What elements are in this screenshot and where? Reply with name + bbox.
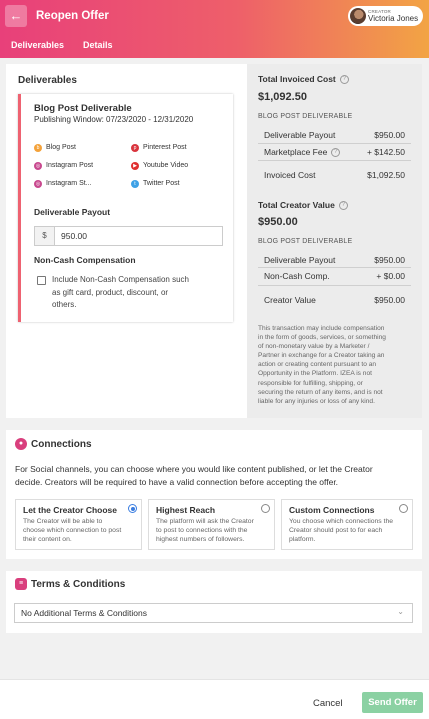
option-highest-reach[interactable]: Highest Reach The platform will ask the Creator to post to connections with the highest numbers of followers.	[148, 499, 275, 550]
terms-select[interactable]	[14, 603, 413, 623]
noncash-label: Non-Cash Compensation	[34, 255, 136, 265]
disclaimer-text: This transaction may include compensation in the form of goods, services, or something of non-monetary value by a Marketer / Partner in exchange for a Creator taking an action or creating content pursuant to an Opportunity in the Platform. IZEA is not responsible for fulfilling, shipping, or securing the return of any items, and is not liable for any injuries or loss of any kind.	[258, 325, 386, 405]
payout-label: Deliverable Payout	[34, 207, 111, 217]
currency-prefix: $	[35, 227, 55, 245]
cancel-button[interactable]: Cancel	[313, 698, 343, 709]
help-icon[interactable]: ?	[331, 148, 340, 157]
tab-deliverables[interactable]: Deliverables	[11, 40, 65, 50]
deliverable-card: Blog Post Deliverable Publishing Window: 07/23/2020 - 12/31/2020 b Blog Post p Pinterest Post ◎ Instagram Post ▶ Youtube Video ◎ Instagram St... t Twitter Post Deliverable Payout $ 950.00 Non-Cash Compensation Include Non-Cash Compensation such as gift card, product, discount, or others.	[18, 94, 233, 322]
creator-row: Deliverable Payout $950.00	[264, 255, 405, 265]
blog-icon: b	[34, 144, 42, 152]
divider	[258, 267, 411, 268]
radio-creator-choose[interactable]	[128, 504, 137, 513]
noncash-checkbox-label[interactable]: Include Non-Cash Compensation such as gift card, product, discount, or others.	[52, 275, 189, 309]
publishing-window: Publishing Window: 07/23/2020 - 12/31/2020	[34, 115, 194, 124]
avatar	[350, 8, 366, 24]
cost-summary-panel	[247, 64, 422, 418]
invoiced-row: Marketplace Fee ? + $142.50	[264, 147, 405, 157]
deliverables-section-title: Deliverables	[18, 75, 77, 86]
invoiced-total: $1,092.50	[258, 91, 307, 103]
send-offer-button[interactable]: Send Offer	[362, 692, 423, 713]
creator-role-label: CREATOR	[368, 9, 391, 14]
deliverable-title: Blog Post Deliverable	[34, 103, 132, 114]
page-header	[0, 0, 429, 58]
creator-badge[interactable]	[348, 6, 423, 26]
invoiced-cost-row: Invoiced Cost $1,092.50	[264, 170, 405, 180]
creator-value-row: Creator Value $950.00	[264, 295, 405, 305]
chevron-down-icon: ⌄	[397, 607, 404, 616]
divider	[258, 143, 411, 144]
invoiced-heading: Total Invoiced Cost ?	[258, 74, 349, 84]
creator-value-heading: Total Creator Value ?	[258, 200, 348, 210]
back-button[interactable]	[5, 5, 27, 27]
instagram-story-icon: ◎	[35, 181, 41, 187]
document-icon: ≡	[15, 578, 27, 590]
payout-input[interactable]	[34, 226, 223, 246]
footer-bar	[0, 679, 429, 719]
user-icon: ●	[15, 438, 27, 450]
divider	[258, 160, 411, 161]
terms-selected-value: No Additional Terms & Conditions	[21, 608, 147, 618]
pinterest-icon: p	[131, 144, 139, 152]
help-icon[interactable]: ?	[339, 201, 348, 210]
creator-sub: BLOG POST DELIVERABLE	[258, 238, 353, 245]
creator-total: $950.00	[258, 216, 298, 228]
connections-title: Connections	[31, 439, 92, 450]
youtube-icon: ▶	[131, 162, 139, 170]
creator-row: Non-Cash Comp. + $0.00	[264, 271, 405, 281]
arrow-left-icon: ←	[9, 8, 23, 23]
page-title: Reopen Offer	[36, 10, 109, 22]
option-custom-connections[interactable]: Custom Connections You choose which connections the Creator should post to for each platform.	[281, 499, 413, 550]
help-icon[interactable]: ?	[340, 75, 349, 84]
tab-details[interactable]: Details	[83, 40, 113, 50]
invoiced-row: Deliverable Payout $950.00	[264, 130, 405, 140]
divider	[258, 285, 411, 286]
terms-title: Terms & Conditions	[31, 579, 126, 590]
invoiced-sub: BLOG POST DELIVERABLE	[258, 113, 353, 120]
instagram-icon: ◎	[35, 163, 41, 169]
radio-highest-reach[interactable]	[261, 504, 270, 513]
creator-name: Victoria Jones	[368, 14, 419, 23]
option-creator-choose[interactable]: Let the Creator Choose The Creator will be able to choose which connection to post their content on.	[15, 499, 142, 550]
noncash-checkbox[interactable]	[37, 276, 46, 285]
connections-description: For Social channels, you can choose where you would like content published, or let the Creator decide. Creators will be required to have a valid connection before accepting the offer.	[15, 464, 373, 487]
twitter-icon: t	[131, 180, 139, 188]
payout-value[interactable]: 950.00	[61, 231, 87, 241]
radio-custom-connections[interactable]	[399, 504, 408, 513]
